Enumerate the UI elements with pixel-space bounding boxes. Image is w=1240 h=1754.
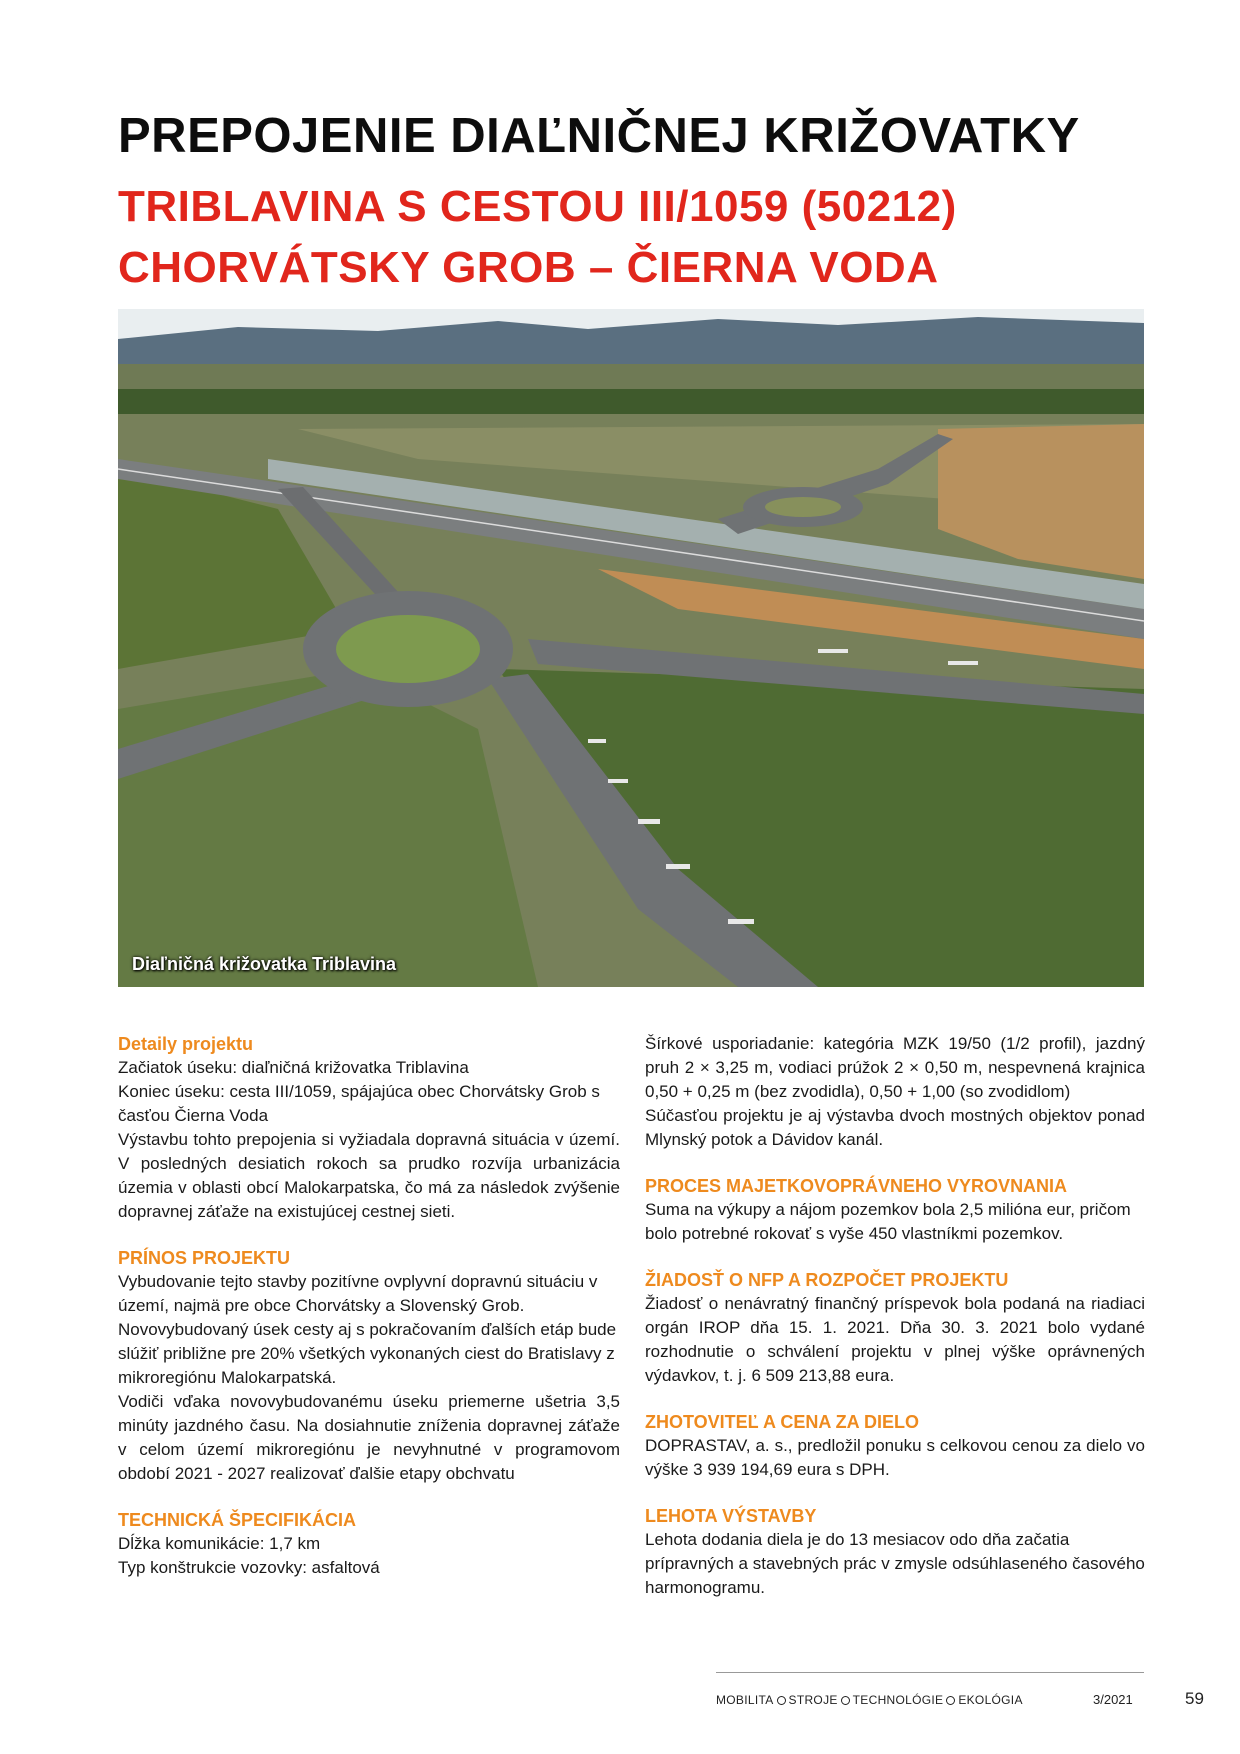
tech-length: Dĺžka komunikácie: 1,7 km — [118, 1534, 321, 1553]
contractor-heading: ZHOTOVITEĽ A CENA ZA DIELO — [645, 1412, 919, 1432]
footer-topic: MOBILITA — [716, 1693, 774, 1707]
details-start: Začiatok úseku: diaľničná križovatka Triblavina — [118, 1058, 469, 1077]
property-text: Suma na výkupy a nájom pozemkov bola 2,5 milióna eur, pričom bolo potrebné rokovať s vyše 450 vlastníkmi pozemkov. — [645, 1200, 1131, 1243]
footer-topic: EKOLÓGIA — [958, 1693, 1023, 1707]
title-line-1: PREPOJENIE DIAĽNIČNEJ KRIŽOVATKY — [118, 109, 1080, 163]
benefit-text-1: Vybudovanie tejto stavby pozitívne ovplyvní dopravnú situáciu v území, najmä pre obce Chorvátsky a Slovenský Grob. — [118, 1272, 598, 1315]
benefit-heading: PRÍNOS PROJEKTU — [118, 1248, 291, 1268]
benefit-text-3: Vodiči vďaka novovybudovanému úseku priemerne ušetria 3,5 minúty jazdného času. Na dosiahnutie zníženia dopravnej záťaže v celom území mikroregiónu je nevyhnutné v programovom období 2021 - 2027 realizovať ďalšie etapy obchvatu — [118, 1392, 620, 1483]
circle-icon — [946, 1696, 955, 1705]
tech-bridges: Súčasťou projektu je aj výstavba dvoch mostných objektov ponad Mlynský potok a Dávidov kanál. — [645, 1106, 1145, 1149]
footer-divider — [716, 1672, 1144, 1673]
aerial-photo — [118, 309, 1144, 987]
contractor-text: DOPRASTAV, a. s., predložil ponuku s celkovou cenou za dielo vo výške 3 939 194,69 eura s DPH. — [645, 1436, 1145, 1479]
benefit-text-2: Novovybudovaný úsek cesty aj s pokračovaním ďalších etáp bude slúžiť približne pre 20% všetkých vykonaných ciest do Bratislavy z mikroregiónu Malokarpatská. — [118, 1320, 617, 1387]
circle-icon — [777, 1696, 786, 1705]
tech-heading: TECHNICKÁ ŠPECIFIKÁCIA — [118, 1510, 357, 1530]
details-text: Výstavbu tohto prepojenia si vyžiadala dopravná situácia v území. V posledných desiatich rokoch sa prudko rozvíja urbanizácia územia v oblasti obcí Malokarpatska, čo má za následok zvýšenie dopravnej záťaže na existujúcej cestnej sieti. — [118, 1130, 620, 1221]
footer-topic: TECHNOLÓGIE — [852, 1693, 944, 1707]
details-heading: Detaily projektu — [118, 1034, 254, 1054]
issue-number: 3/2021 — [1093, 1692, 1133, 1707]
tech-type: Typ konštrukcie vozovky: asfaltová — [118, 1558, 380, 1577]
deadline-heading: LEHOTA VÝSTAVBY — [645, 1506, 817, 1526]
title-line-2: TRIBLAVINA S CESTOU III/1059 (50212) — [118, 182, 957, 231]
tech-width: Šírkové usporiadanie: kategória MZK 19/50 (1/2 profil), jazdný pruh 2 × 3,25 m, vodiaci prúžok 2 × 0,50 m, nespevnená krajnica 0,50 + 0,25 m (bez zvodidla), 0,50 + 1,00 (so zvodidlom) — [645, 1034, 1145, 1101]
nfp-text: Žiadosť o nenávratný finančný príspevok bola podaná na riadiaci orgán IROP dňa 15. 1. 2021. Dňa 30. 3. 2021 bolo vydané rozhodnutie o schválení projektu v plnej výške oprávnených výdavkov, t. j. 6 509 213,88 eura. — [645, 1294, 1145, 1385]
left-column — [118, 1032, 620, 1580]
deadline-text: Lehota dodania diela je do 13 mesiacov odo dňa začatia prípravných a stavebných prác v zmysle odsúhlaseného časového harmonogramu. — [645, 1530, 1145, 1597]
photo-caption: Diaľničná križovatka Triblavina — [132, 954, 397, 974]
footer-topics — [716, 1693, 1023, 1707]
title-line-3: CHORVÁTSKY GROB – ČIERNA VODA — [118, 243, 939, 292]
property-heading: PROCES MAJETKOVOPRÁVNEHO VYROVNANIA — [645, 1176, 1068, 1196]
footer-topic: STROJE — [788, 1693, 838, 1707]
page-number: 59 — [1185, 1689, 1204, 1708]
nfp-heading: ŽIADOSŤ O NFP A ROZPOČET PROJEKTU — [645, 1270, 1009, 1290]
details-end: Koniec úseku: cesta III/1059, spájajúca obec Chorvátsky Grob s časťou Čierna Voda — [118, 1082, 600, 1125]
right-column — [645, 1032, 1145, 1600]
circle-icon — [841, 1696, 850, 1705]
